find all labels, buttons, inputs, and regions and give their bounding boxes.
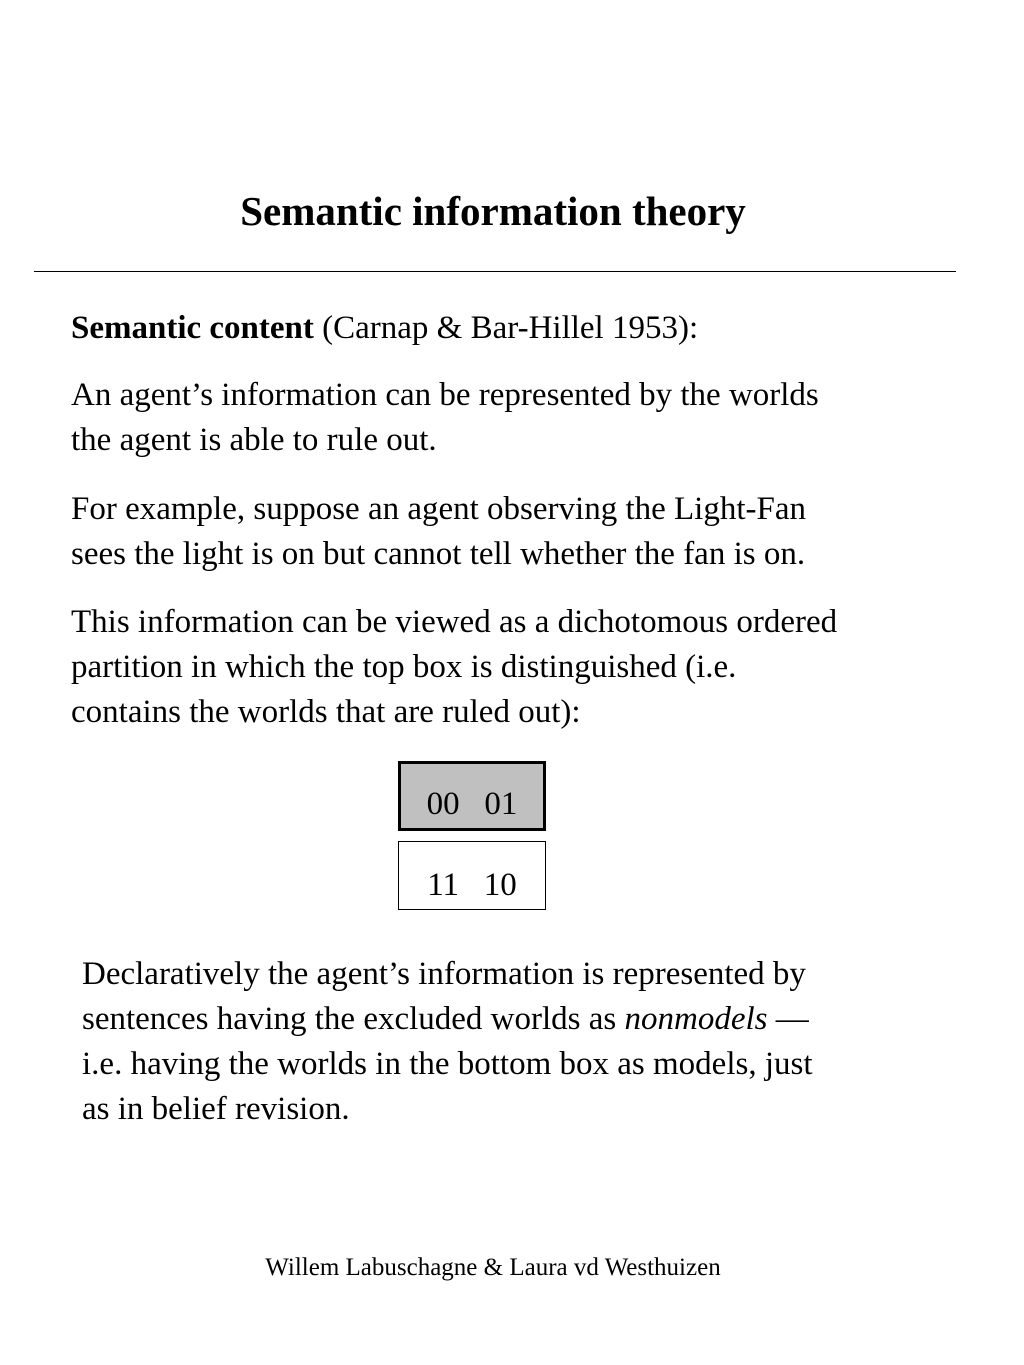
paragraph-line: An agent’s information can be represented by the worlds <box>71 377 819 413</box>
paragraph-example <box>71 487 806 577</box>
paragraph-line <box>82 997 813 1042</box>
paragraph-text: — <box>767 1001 809 1037</box>
paragraph-information <box>71 373 819 463</box>
section-heading <box>71 306 698 351</box>
paragraph-partition <box>71 600 837 735</box>
partition-bottom-box: 11 10 <box>398 841 546 910</box>
paragraph-line: as in belief revision. <box>82 1091 350 1127</box>
paragraph-line: i.e. having the worlds in the bottom box as models, just <box>82 1046 813 1082</box>
page-title: Semantic information theory <box>240 188 746 234</box>
footer-authors: Willem Labuschagne & Laura vd Westhuizen <box>265 1254 721 1281</box>
paragraph-line: the agent is able to rule out. <box>71 422 437 458</box>
paragraph-line: partition in which the top box is distinguished (i.e. <box>71 649 737 685</box>
paragraph-line: This information can be viewed as a dichotomous ordered <box>71 604 838 640</box>
paragraph-declarative <box>82 952 813 1132</box>
partition-top-box: 00 01 <box>398 761 546 831</box>
paragraph-line: Declaratively the agent’s information is represented by <box>82 956 806 992</box>
paragraph-line: sees the light is on but cannot tell whether the fan is on. <box>71 536 806 572</box>
paragraph-text: sentences having the excluded worlds as <box>82 1001 625 1037</box>
section-heading-citation: (Carnap & Bar-Hillel 1953): <box>313 310 699 346</box>
paragraph-line: contains the worlds that are ruled out): <box>71 694 581 730</box>
section-heading-bold: Semantic content <box>71 310 314 346</box>
title-divider <box>34 271 956 272</box>
paragraph-line: For example, suppose an agent observing the Light-Fan <box>71 491 807 527</box>
nonmodels-emphasis: nonmodels <box>624 1001 768 1037</box>
